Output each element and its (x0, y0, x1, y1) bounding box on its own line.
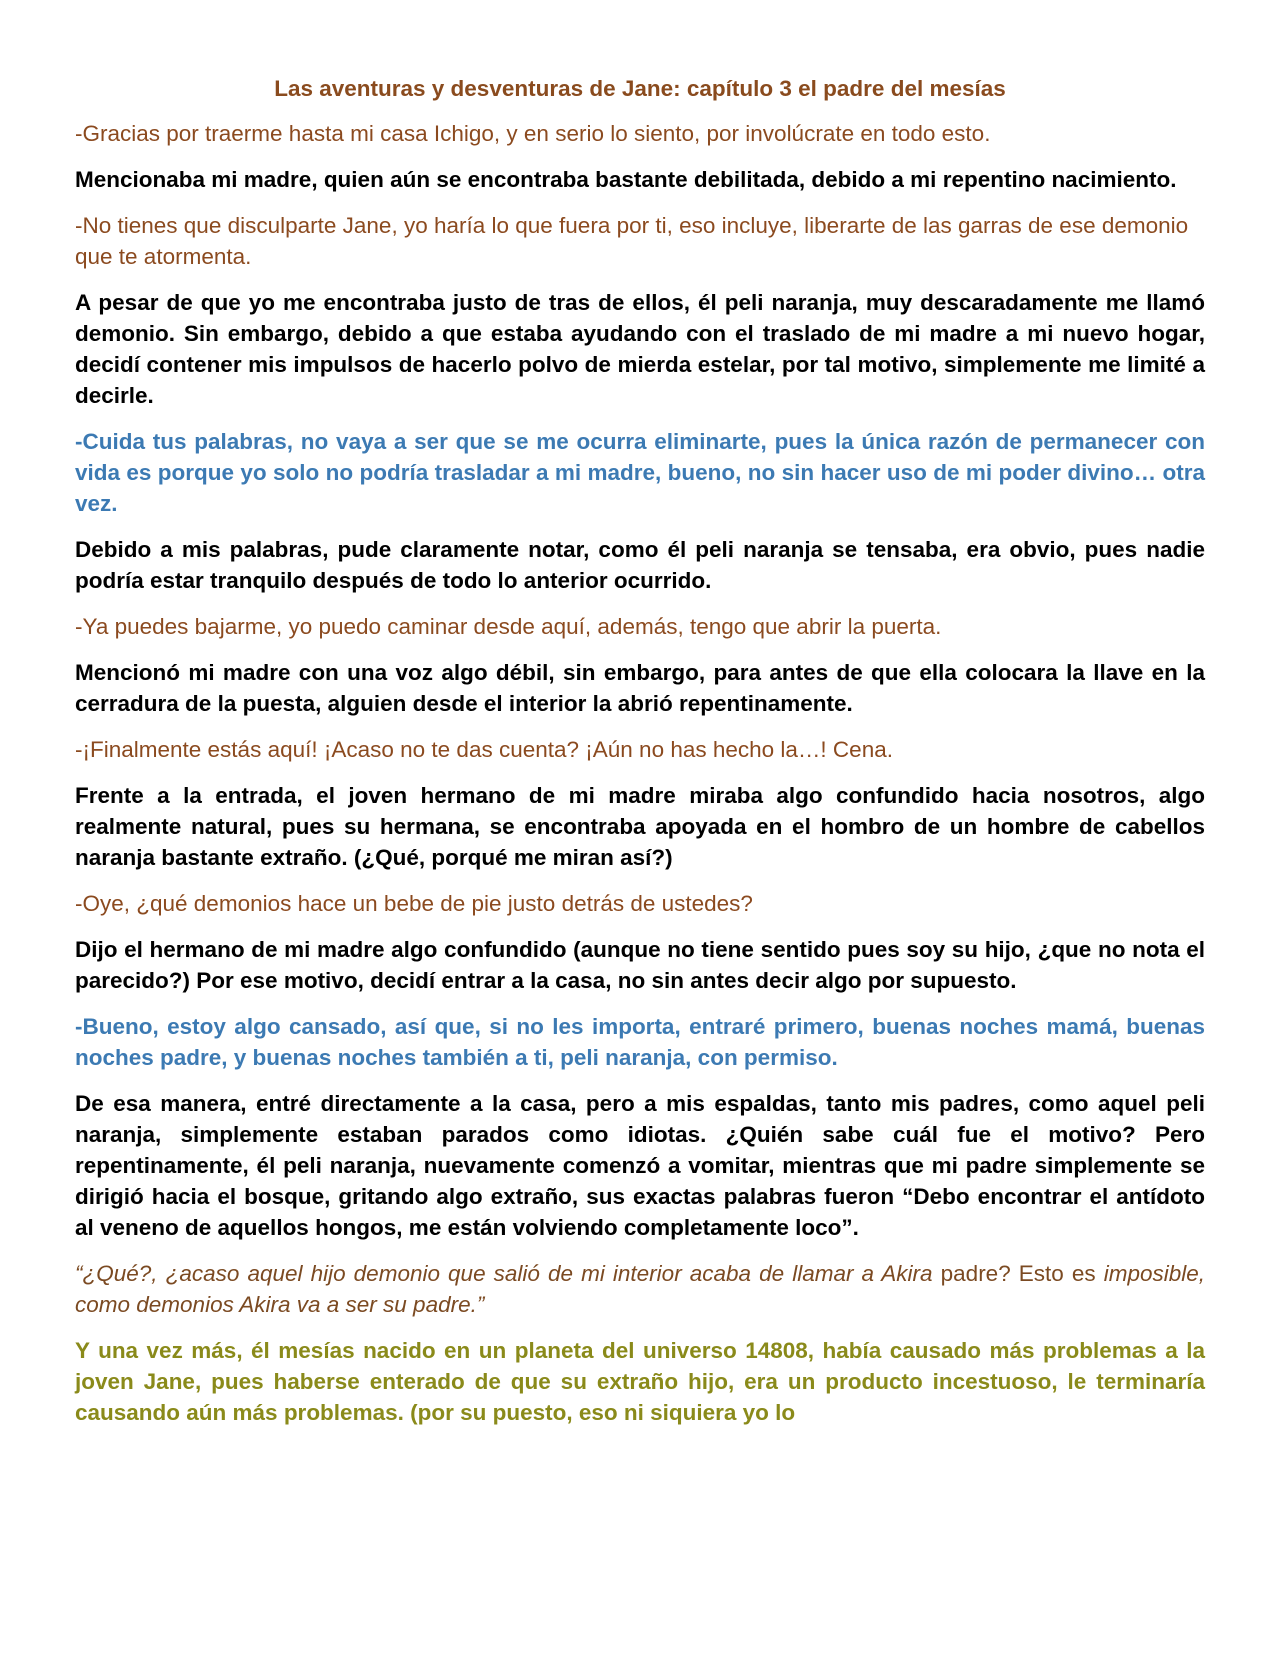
narration-paragraph: Mencionó mi madre con una voz algo débil, sin embargo, para antes de que ella colocara la llave en la cerradura de la puesta, alguien desde el interior la abrió repentinamente. (75, 660, 1205, 716)
thought-part-1: “¿Qué?, ¿acaso aquel hijo demonio que salió de mi interior acaba de llamar a Akira (75, 1261, 933, 1286)
dialogue-brother: -¡Finalmente estás aquí! ¡Acaso no te das cuenta? ¡Aún no has hecho la…! Cena. (75, 737, 893, 762)
dialogue-narrator: -Bueno, estoy algo cansado, así que, si no les importa, entraré primero, buenas noches mamá, buenas noches padre, y buenas noches también a ti, peli naranja, con permiso. (75, 1014, 1205, 1070)
document-page (75, 74, 1205, 1443)
narration-paragraph: Mencionaba mi madre, quien aún se encontraba bastante debilitada, debido a mi repentino nacimiento. (75, 167, 1177, 192)
narration-paragraph: De esa manera, entré directamente a la casa, pero a mis espaldas, tanto mis padres, como aquel peli naranja, simplemente estaban parados como idiotas. ¿Quién sabe cuál fue el motivo? Pero repentinamente, él peli naranja, nuevamente comenzó a vomitar, mientras que mi padre simplemente se dirigió hacia el bosque, gritando algo extraño, sus exactas palabras fueron “Debo encontrar el antídoto al veneno de aquellos hongos, me están volviendo completamente loco”. (75, 1091, 1205, 1240)
inner-thought (75, 1258, 1205, 1320)
chapter-title: Las aventuras y desventuras de Jane: capítulo 3 el padre del mesías (274, 76, 1006, 101)
narration-paragraph: Frente a la entrada, el joven hermano de mi madre miraba algo confundido hacia nosotros, algo realmente natural, pues su hermana, se encontraba apoyada en el hombro de un hombre de cabellos naranja bastante extraño. (¿Qué, porqué me miran así?) (75, 783, 1205, 870)
dialogue-narrator: -Cuida tus palabras, no vaya a ser que se me ocurra eliminarte, pues la única razón de permanecer con vida es porque yo solo no podría trasladar a mi madre, bueno, no sin hacer uso de mi poder divino… otra vez. (75, 429, 1205, 516)
dialogue-mother: -Ya puedes bajarme, yo puedo caminar desde aquí, además, tengo que abrir la puerta. (75, 614, 942, 639)
closing-narration: Y una vez más, él mesías nacido en un planeta del universo 14808, había causado más problemas a la joven Jane, pues haberse enterado de que su extraño hijo, era un producto incestuoso, le terminaría causando aún más problemas. (por su puesto, eso ni siquiera yo lo (75, 1338, 1205, 1425)
dialogue-ichigo: -No tienes que disculparte Jane, yo haría lo que fuera por ti, eso incluye, liberarte de las garras de ese demonio que te atormenta. (75, 213, 1189, 269)
narration-paragraph: Debido a mis palabras, pude claramente notar, como él peli naranja se tensaba, era obvio, pues nadie podría estar tranquilo después de todo lo anterior ocurrido. (75, 537, 1205, 593)
thought-part-2: padre? Esto es (932, 1261, 1104, 1286)
thought-part-3: imposible, como demonios Akira va a ser su padre.” (75, 1261, 1205, 1317)
narration-paragraph: Dijo el hermano de mi madre algo confundido (aunque no tiene sentido pues soy su hijo, ¿que no nota el parecido?) Por ese motivo, decidí entrar a la casa, no sin antes decir algo por supuesto. (75, 937, 1205, 993)
narration-paragraph: A pesar de que yo me encontraba justo de tras de ellos, él peli naranja, muy descaradamente me llamó demonio. Sin embargo, debido a que estaba ayudando con el traslado de mi madre a mi nuevo hogar, decidí contener mis impulsos de hacerlo polvo de mierda estelar, por tal motivo, simplemente me limité a decirle. (75, 290, 1205, 408)
dialogue-mother: -Gracias por traerme hasta mi casa Ichigo, y en serio lo siento, por involúcrate en todo esto. (75, 121, 991, 146)
dialogue-brother: -Oye, ¿qué demonios hace un bebe de pie justo detrás de ustedes? (75, 891, 753, 916)
